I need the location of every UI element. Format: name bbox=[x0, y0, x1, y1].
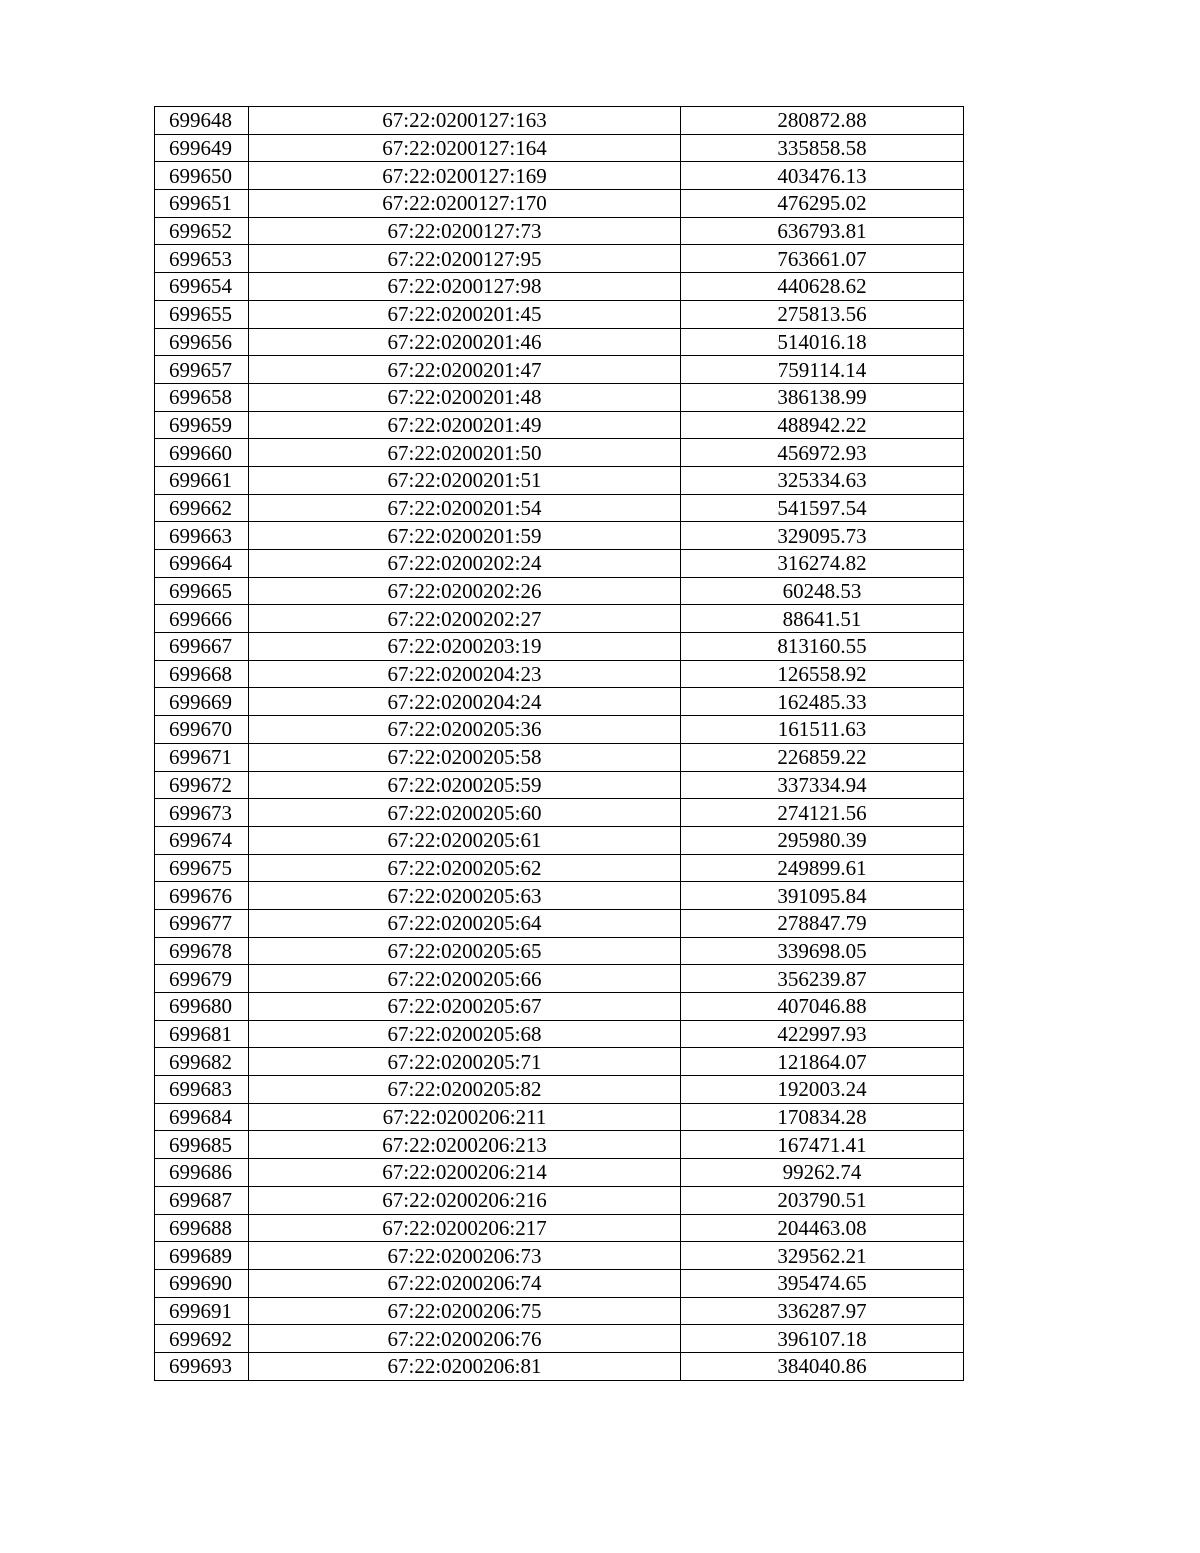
table-row bbox=[155, 439, 964, 467]
row-number-cell: 699687 bbox=[155, 1186, 249, 1214]
row-number-cell: 699683 bbox=[155, 1076, 249, 1104]
cadastral-value-cell: 541597.54 bbox=[681, 494, 964, 522]
cadastral-number-cell: 67:22:0200205:67 bbox=[249, 993, 681, 1021]
table-row bbox=[155, 965, 964, 993]
cadastral-value-cell: 278847.79 bbox=[681, 909, 964, 937]
row-number-cell: 699679 bbox=[155, 965, 249, 993]
cadastral-value-cell: 329562.21 bbox=[681, 1242, 964, 1270]
table-row bbox=[155, 190, 964, 218]
cadastral-number-cell: 67:22:0200206:81 bbox=[249, 1352, 681, 1380]
cadastral-value-cell: 161511.63 bbox=[681, 716, 964, 744]
row-number-cell: 699659 bbox=[155, 411, 249, 439]
cadastral-number-cell: 67:22:0200205:82 bbox=[249, 1076, 681, 1104]
cadastral-value-cell: 440628.62 bbox=[681, 273, 964, 301]
cadastral-value-cell: 386138.99 bbox=[681, 383, 964, 411]
row-number-cell: 699658 bbox=[155, 383, 249, 411]
cadastral-number-cell: 67:22:0200127:169 bbox=[249, 162, 681, 190]
table-row bbox=[155, 882, 964, 910]
table-row bbox=[155, 771, 964, 799]
row-number-cell: 699691 bbox=[155, 1297, 249, 1325]
row-number-cell: 699684 bbox=[155, 1103, 249, 1131]
table-row bbox=[155, 1159, 964, 1187]
cadastral-number-cell: 67:22:0200206:76 bbox=[249, 1325, 681, 1353]
cadastral-number-cell: 67:22:0200205:68 bbox=[249, 1020, 681, 1048]
cadastral-number-cell: 67:22:0200201:48 bbox=[249, 383, 681, 411]
cadastral-number-cell: 67:22:0200202:27 bbox=[249, 605, 681, 633]
cadastral-value-cell: 339698.05 bbox=[681, 937, 964, 965]
cadastral-number-cell: 67:22:0200201:47 bbox=[249, 356, 681, 384]
row-number-cell: 699661 bbox=[155, 466, 249, 494]
row-number-cell: 699686 bbox=[155, 1159, 249, 1187]
row-number-cell: 699657 bbox=[155, 356, 249, 384]
row-number-cell: 699666 bbox=[155, 605, 249, 633]
cadastral-number-cell: 67:22:0200205:59 bbox=[249, 771, 681, 799]
table-row bbox=[155, 1048, 964, 1076]
table-row bbox=[155, 411, 964, 439]
table-row bbox=[155, 107, 964, 135]
table-row bbox=[155, 743, 964, 771]
cadastral-value-cell: 763661.07 bbox=[681, 245, 964, 273]
table-row bbox=[155, 1297, 964, 1325]
cadastral-number-cell: 67:22:0200206:213 bbox=[249, 1131, 681, 1159]
row-number-cell: 699672 bbox=[155, 771, 249, 799]
cadastral-number-cell: 67:22:0200205:71 bbox=[249, 1048, 681, 1076]
cadastral-number-cell: 67:22:0200203:19 bbox=[249, 633, 681, 661]
row-number-cell: 699680 bbox=[155, 993, 249, 1021]
cadastral-value-cell: 99262.74 bbox=[681, 1159, 964, 1187]
cadastral-number-cell: 67:22:0200205:58 bbox=[249, 743, 681, 771]
cadastral-value-cell: 88641.51 bbox=[681, 605, 964, 633]
table-row bbox=[155, 550, 964, 578]
cadastral-number-cell: 67:22:0200201:49 bbox=[249, 411, 681, 439]
table-row bbox=[155, 688, 964, 716]
row-number-cell: 699660 bbox=[155, 439, 249, 467]
cadastral-value-cell: 337334.94 bbox=[681, 771, 964, 799]
row-number-cell: 699669 bbox=[155, 688, 249, 716]
cadastral-number-cell: 67:22:0200206:216 bbox=[249, 1186, 681, 1214]
row-number-cell: 699652 bbox=[155, 217, 249, 245]
cadastral-number-cell: 67:22:0200206:74 bbox=[249, 1269, 681, 1297]
table-body bbox=[155, 107, 964, 1381]
table-row bbox=[155, 356, 964, 384]
cadastral-number-cell: 67:22:0200204:24 bbox=[249, 688, 681, 716]
cadastral-number-cell: 67:22:0200205:62 bbox=[249, 854, 681, 882]
cadastral-value-cell: 391095.84 bbox=[681, 882, 964, 910]
cadastral-number-cell: 67:22:0200127:170 bbox=[249, 190, 681, 218]
cadastral-value-cell: 813160.55 bbox=[681, 633, 964, 661]
table-row bbox=[155, 577, 964, 605]
cadastral-value-cell: 325334.63 bbox=[681, 466, 964, 494]
row-number-cell: 699656 bbox=[155, 328, 249, 356]
row-number-cell: 699655 bbox=[155, 300, 249, 328]
cadastral-number-cell: 67:22:0200201:46 bbox=[249, 328, 681, 356]
cadastral-value-cell: 514016.18 bbox=[681, 328, 964, 356]
table-row bbox=[155, 1020, 964, 1048]
cadastral-value-cell: 336287.97 bbox=[681, 1297, 964, 1325]
table-row bbox=[155, 826, 964, 854]
cadastral-value-cell: 356239.87 bbox=[681, 965, 964, 993]
row-number-cell: 699685 bbox=[155, 1131, 249, 1159]
cadastral-value-cell: 329095.73 bbox=[681, 522, 964, 550]
cadastral-number-cell: 67:22:0200205:66 bbox=[249, 965, 681, 993]
cadastral-number-cell: 67:22:0200205:63 bbox=[249, 882, 681, 910]
row-number-cell: 699673 bbox=[155, 799, 249, 827]
row-number-cell: 699689 bbox=[155, 1242, 249, 1270]
table-row bbox=[155, 300, 964, 328]
cadastral-number-cell: 67:22:0200205:65 bbox=[249, 937, 681, 965]
cadastral-number-cell: 67:22:0200127:164 bbox=[249, 134, 681, 162]
cadastral-value-cell: 126558.92 bbox=[681, 660, 964, 688]
cadastral-number-cell: 67:22:0200205:36 bbox=[249, 716, 681, 744]
cadastral-value-cell: 407046.88 bbox=[681, 993, 964, 1021]
row-number-cell: 699693 bbox=[155, 1352, 249, 1380]
cadastral-number-cell: 67:22:0200202:26 bbox=[249, 577, 681, 605]
cadastral-value-cell: 280872.88 bbox=[681, 107, 964, 135]
cadastral-number-cell: 67:22:0200127:95 bbox=[249, 245, 681, 273]
cadastral-value-cell: 422997.93 bbox=[681, 1020, 964, 1048]
table-row bbox=[155, 245, 964, 273]
cadastral-value-cell: 192003.24 bbox=[681, 1076, 964, 1104]
table-row bbox=[155, 162, 964, 190]
cadastral-number-cell: 67:22:0200206:73 bbox=[249, 1242, 681, 1270]
cadastral-number-cell: 67:22:0200202:24 bbox=[249, 550, 681, 578]
row-number-cell: 699648 bbox=[155, 107, 249, 135]
row-number-cell: 699677 bbox=[155, 909, 249, 937]
cadastral-value-cell: 396107.18 bbox=[681, 1325, 964, 1353]
table-row bbox=[155, 1186, 964, 1214]
row-number-cell: 699675 bbox=[155, 854, 249, 882]
cadastral-value-cell: 335858.58 bbox=[681, 134, 964, 162]
table-row bbox=[155, 633, 964, 661]
row-number-cell: 699651 bbox=[155, 190, 249, 218]
row-number-cell: 699676 bbox=[155, 882, 249, 910]
cadastral-number-cell: 67:22:0200206:211 bbox=[249, 1103, 681, 1131]
row-number-cell: 699654 bbox=[155, 273, 249, 301]
cadastral-number-cell: 67:22:0200205:61 bbox=[249, 826, 681, 854]
cadastral-value-cell: 203790.51 bbox=[681, 1186, 964, 1214]
row-number-cell: 699667 bbox=[155, 633, 249, 661]
table-row bbox=[155, 937, 964, 965]
cadastral-value-cell: 403476.13 bbox=[681, 162, 964, 190]
table-row bbox=[155, 1352, 964, 1380]
cadastral-number-cell: 67:22:0200127:73 bbox=[249, 217, 681, 245]
cadastral-value-cell: 167471.41 bbox=[681, 1131, 964, 1159]
table-row bbox=[155, 854, 964, 882]
table-row bbox=[155, 1269, 964, 1297]
table-row bbox=[155, 716, 964, 744]
table-row bbox=[155, 1103, 964, 1131]
table-row bbox=[155, 466, 964, 494]
cadastral-value-cell: 60248.53 bbox=[681, 577, 964, 605]
cadastral-number-cell: 67:22:0200201:51 bbox=[249, 466, 681, 494]
cadastral-number-cell: 67:22:0200201:45 bbox=[249, 300, 681, 328]
cadastral-value-cell: 476295.02 bbox=[681, 190, 964, 218]
table-row bbox=[155, 522, 964, 550]
cadastral-number-cell: 67:22:0200127:163 bbox=[249, 107, 681, 135]
table-row bbox=[155, 273, 964, 301]
cadastral-value-cell: 488942.22 bbox=[681, 411, 964, 439]
table-row bbox=[155, 1242, 964, 1270]
table-row bbox=[155, 1131, 964, 1159]
table-row bbox=[155, 993, 964, 1021]
cadastral-value-cell: 275813.56 bbox=[681, 300, 964, 328]
cadastral-value-table bbox=[154, 106, 964, 1381]
table-row bbox=[155, 660, 964, 688]
cadastral-value-cell: 636793.81 bbox=[681, 217, 964, 245]
row-number-cell: 699692 bbox=[155, 1325, 249, 1353]
row-number-cell: 699668 bbox=[155, 660, 249, 688]
table-row bbox=[155, 134, 964, 162]
cadastral-value-cell: 395474.65 bbox=[681, 1269, 964, 1297]
table-row bbox=[155, 217, 964, 245]
cadastral-number-cell: 67:22:0200201:54 bbox=[249, 494, 681, 522]
cadastral-number-cell: 67:22:0200206:75 bbox=[249, 1297, 681, 1325]
cadastral-value-cell: 384040.86 bbox=[681, 1352, 964, 1380]
cadastral-value-cell: 226859.22 bbox=[681, 743, 964, 771]
cadastral-number-cell: 67:22:0200201:50 bbox=[249, 439, 681, 467]
cadastral-value-cell: 316274.82 bbox=[681, 550, 964, 578]
row-number-cell: 699671 bbox=[155, 743, 249, 771]
cadastral-number-cell: 67:22:0200127:98 bbox=[249, 273, 681, 301]
cadastral-number-cell: 67:22:0200201:59 bbox=[249, 522, 681, 550]
cadastral-value-cell: 274121.56 bbox=[681, 799, 964, 827]
row-number-cell: 699650 bbox=[155, 162, 249, 190]
cadastral-number-cell: 67:22:0200206:217 bbox=[249, 1214, 681, 1242]
cadastral-number-cell: 67:22:0200205:64 bbox=[249, 909, 681, 937]
table-row bbox=[155, 605, 964, 633]
table-row bbox=[155, 383, 964, 411]
row-number-cell: 699665 bbox=[155, 577, 249, 605]
row-number-cell: 699690 bbox=[155, 1269, 249, 1297]
cadastral-number-cell: 67:22:0200206:214 bbox=[249, 1159, 681, 1187]
row-number-cell: 699653 bbox=[155, 245, 249, 273]
table-row bbox=[155, 909, 964, 937]
cadastral-value-cell: 759114.14 bbox=[681, 356, 964, 384]
cadastral-number-cell: 67:22:0200205:60 bbox=[249, 799, 681, 827]
table-row bbox=[155, 1214, 964, 1242]
row-number-cell: 699678 bbox=[155, 937, 249, 965]
cadastral-value-cell: 456972.93 bbox=[681, 439, 964, 467]
row-number-cell: 699681 bbox=[155, 1020, 249, 1048]
table-row bbox=[155, 1076, 964, 1104]
cadastral-value-cell: 162485.33 bbox=[681, 688, 964, 716]
row-number-cell: 699688 bbox=[155, 1214, 249, 1242]
cadastral-value-cell: 204463.08 bbox=[681, 1214, 964, 1242]
table-row bbox=[155, 328, 964, 356]
row-number-cell: 699662 bbox=[155, 494, 249, 522]
row-number-cell: 699664 bbox=[155, 550, 249, 578]
row-number-cell: 699663 bbox=[155, 522, 249, 550]
row-number-cell: 699649 bbox=[155, 134, 249, 162]
cadastral-value-cell: 121864.07 bbox=[681, 1048, 964, 1076]
table-row bbox=[155, 494, 964, 522]
table-row bbox=[155, 1325, 964, 1353]
cadastral-value-cell: 170834.28 bbox=[681, 1103, 964, 1131]
table-row bbox=[155, 799, 964, 827]
cadastral-number-cell: 67:22:0200204:23 bbox=[249, 660, 681, 688]
row-number-cell: 699670 bbox=[155, 716, 249, 744]
cadastral-value-cell: 249899.61 bbox=[681, 854, 964, 882]
row-number-cell: 699682 bbox=[155, 1048, 249, 1076]
cadastral-value-cell: 295980.39 bbox=[681, 826, 964, 854]
row-number-cell: 699674 bbox=[155, 826, 249, 854]
